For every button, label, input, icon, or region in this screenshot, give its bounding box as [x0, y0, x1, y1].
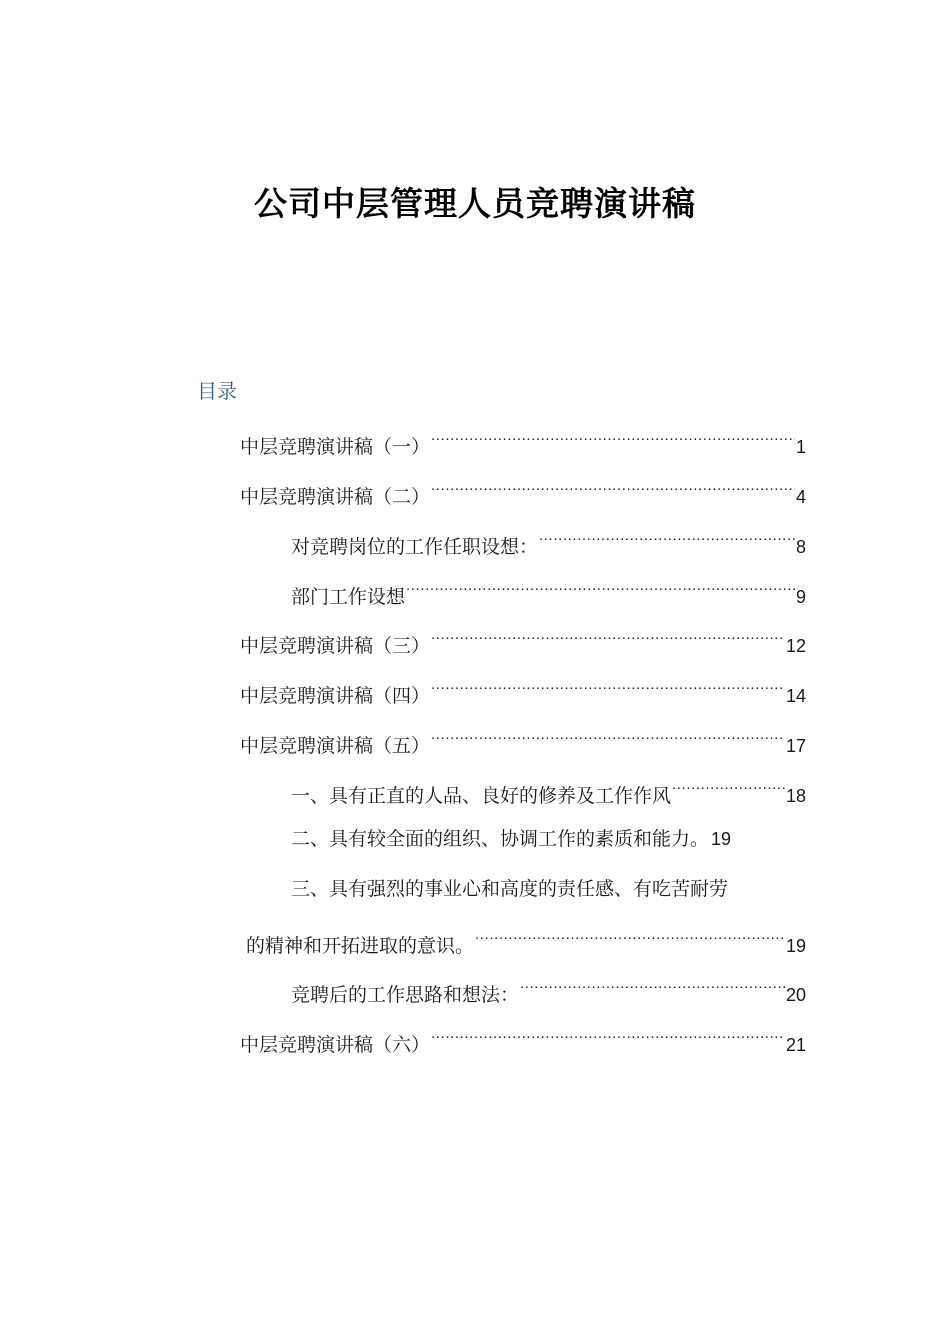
toc-leader-dots	[406, 577, 795, 603]
toc-page-number: 17	[785, 736, 806, 756]
toc-entry-label: 的精神和开拓进取的意识。	[246, 935, 475, 957]
toc-leader-dots	[431, 477, 795, 503]
toc-leader-dots	[431, 626, 785, 652]
toc-page-number: 12	[785, 636, 806, 656]
toc-entry[interactable]	[291, 527, 806, 560]
toc-entry[interactable]	[246, 926, 806, 959]
toc-entry-label: 一、具有正直的人品、良好的修养及工作作风	[291, 785, 672, 807]
toc-entry-label: 中层竞聘演讲稿（三）	[240, 635, 431, 657]
toc-page-number: 8	[795, 537, 806, 557]
toc-entry[interactable]	[240, 626, 806, 659]
document-title: 公司中层管理人员竞聘演讲稿	[254, 184, 696, 223]
toc-entry-label: 中层竞聘演讲稿（五）	[240, 735, 431, 757]
toc-leader-dots	[431, 427, 795, 453]
toc-entry[interactable]	[291, 826, 806, 852]
toc-entry-label: 中层竞聘演讲稿（二）	[240, 486, 431, 508]
toc-entry[interactable]	[291, 776, 806, 809]
toc-heading: 目录	[197, 379, 237, 403]
toc-entry-label: 中层竞聘演讲稿（六）	[240, 1034, 431, 1056]
toc-page-number: 1	[795, 437, 806, 457]
toc-page-number: 21	[785, 1035, 806, 1055]
toc-page-number: 9	[795, 587, 806, 607]
toc-leader-dots	[431, 676, 785, 702]
toc-entry-wrapped-line-1[interactable]: 三、具有强烈的事业心和高度的责任感、有吃苦耐劳	[291, 878, 729, 900]
toc-page-number: 19	[785, 936, 806, 956]
toc-entry[interactable]	[240, 1025, 806, 1058]
toc-entry[interactable]	[240, 726, 806, 759]
toc-leader-dots	[431, 726, 785, 752]
toc-entry-label: 对竞聘岗位的工作任职设想：	[291, 536, 539, 558]
toc-entry-label: 中层竞聘演讲稿（四）	[240, 685, 431, 707]
toc-leader-dots	[431, 1025, 785, 1051]
toc-entry[interactable]	[291, 577, 806, 610]
toc-leader-dots	[672, 776, 785, 802]
toc-page-number: 19	[711, 829, 732, 849]
toc-entry-label: 中层竞聘演讲稿（一）	[240, 436, 431, 458]
toc-entry-label: 竞聘后的工作思路和想法：	[291, 984, 520, 1006]
toc-page-number: 18	[785, 786, 806, 806]
toc-leader-dots	[539, 527, 795, 553]
toc-page-number: 20	[785, 985, 806, 1005]
toc-entry[interactable]	[240, 477, 806, 510]
toc-page-number: 4	[795, 487, 806, 507]
toc-entry[interactable]	[240, 676, 806, 709]
toc-entry-label: 二、具有较全面的组织、协调工作的素质和能力。	[291, 828, 710, 850]
toc-leader-dots	[475, 926, 785, 952]
toc-page-number: 14	[785, 686, 806, 706]
toc-entry[interactable]	[240, 427, 806, 460]
toc-entry[interactable]	[291, 975, 806, 1008]
toc-entry-label: 部门工作设想	[291, 586, 406, 608]
toc-leader-dots	[520, 975, 785, 1001]
